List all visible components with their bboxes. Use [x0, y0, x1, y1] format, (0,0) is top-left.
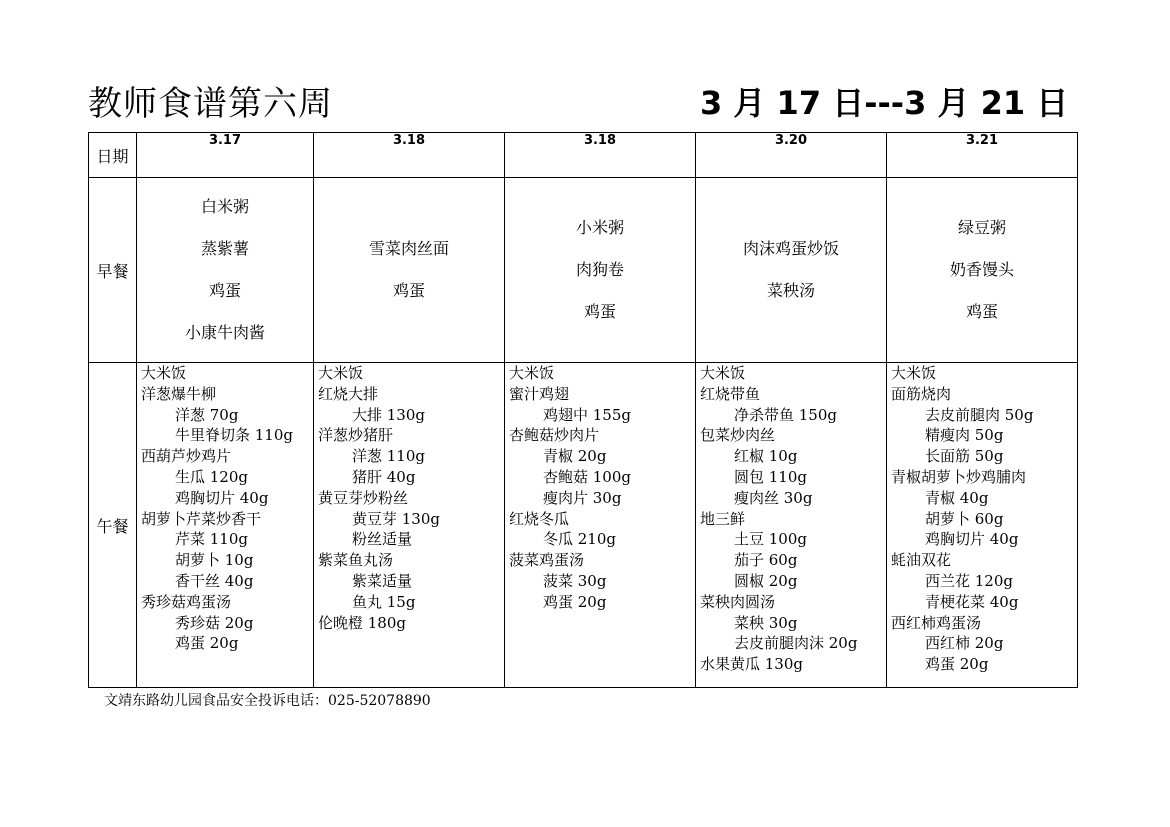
dish-name: 杏鲍菇炒肉片 [509, 426, 600, 445]
ingredient-line: 瘦肉片 30g [543, 488, 622, 507]
dish-name: 大米饭 [700, 364, 746, 382]
ingredient-line: 净杀带鱼 150g [734, 405, 838, 424]
breakfast-item: 奶香馒头 [949, 260, 1014, 279]
ingredient-line: 土豆 100g [734, 530, 808, 549]
lunch-cell [137, 363, 314, 688]
date-header: 3.18 [314, 133, 505, 178]
ingredient-line: 杏鲍菇 100g [543, 467, 632, 486]
breakfast-item: 雪菜肉丝面 [368, 239, 449, 258]
ingredient-line: 胡萝卜 10g [175, 551, 254, 570]
ingredient-line: 圆椒 20g [734, 571, 798, 590]
breakfast-cell [314, 178, 505, 363]
menu-table [88, 132, 1078, 688]
dish-name: 红烧大排 [318, 384, 379, 403]
ingredient-line: 洋葱 70g [175, 405, 239, 424]
ingredient-line: 猪肝 40g [352, 467, 416, 486]
dish-name: 红烧冬瓜 [509, 509, 570, 528]
ingredient-line: 秀珍菇 20g [175, 613, 254, 632]
dish-name: 大米饭 [509, 364, 555, 382]
breakfast-item: 白米粥 [200, 197, 249, 216]
date-range: 3 月 17 日---3 月 21 日 [700, 84, 1069, 122]
ingredient-line: 鱼丸 15g [352, 592, 416, 611]
ingredient-line: 粉丝适量 [352, 530, 413, 549]
date-header: 3.21 [887, 133, 1078, 178]
ingredient-line: 洋葱 110g [352, 447, 426, 466]
dish-name: 黄豆芽炒粉丝 [318, 488, 409, 507]
dish-name: 蜜汁鸡翅 [509, 384, 570, 403]
dish-name: 洋葱炒猪肝 [318, 426, 394, 445]
ingredient-line: 大排 130g [352, 405, 426, 424]
ingredient-line: 茄子 60g [734, 551, 798, 570]
ingredient-line: 圆包 110g [734, 467, 808, 486]
dish-name: 紫菜鱼丸汤 [318, 551, 394, 570]
lunch-cell [696, 363, 887, 688]
date-header: 3.20 [696, 133, 887, 178]
date-header: 3.17 [137, 133, 314, 178]
breakfast-item: 鸡蛋 [965, 302, 998, 321]
breakfast-label: 早餐 [89, 178, 137, 363]
dish-name: 蚝油双花 [891, 551, 952, 570]
dish-name: 大米饭 [891, 364, 937, 382]
ingredient-line: 去皮前腿肉 50g [925, 405, 1034, 424]
lunch-label: 午餐 [89, 363, 137, 688]
breakfast-cell [505, 178, 696, 363]
dish-name: 水果黄瓜 130g [700, 655, 804, 674]
ingredient-line: 胡萝卜 60g [925, 509, 1004, 528]
breakfast-item: 绿豆粥 [957, 218, 1006, 237]
complaint-hotline: 文靖东路幼儿园食品安全投诉电话：025-52078890 [104, 693, 431, 709]
ingredient-line: 香干丝 40g [175, 571, 254, 590]
ingredient-line: 鸡蛋 20g [543, 592, 607, 611]
ingredient-line: 西兰花 120g [925, 571, 1014, 590]
breakfast-item: 鸡蛋 [583, 302, 616, 321]
dish-name: 西红柿鸡蛋汤 [891, 613, 982, 632]
ingredient-line: 红椒 10g [734, 447, 798, 466]
lunch-cell [505, 363, 696, 688]
ingredient-line: 牛里脊切条 110g [175, 426, 294, 445]
ingredient-line: 青椒 20g [543, 447, 607, 466]
breakfast-item: 肉沫鸡蛋炒饭 [742, 239, 839, 258]
dish-name: 菠菜鸡蛋汤 [509, 551, 585, 570]
ingredient-line: 黄豆芽 130g [352, 509, 441, 528]
ingredient-line: 冬瓜 210g [543, 530, 617, 549]
breakfast-item: 菜秧汤 [766, 281, 815, 300]
dish-name: 地三鲜 [700, 509, 746, 528]
ingredient-line: 青梗花菜 40g [925, 592, 1019, 611]
dish-name: 胡萝卜芹菜炒香干 [141, 509, 262, 528]
dish-name: 青椒胡萝卜炒鸡脯肉 [891, 467, 1027, 486]
dish-name: 大米饭 [141, 364, 187, 382]
ingredient-line: 精瘦肉 50g [925, 426, 1004, 445]
ingredient-line: 鸡胸切片 40g [925, 530, 1019, 549]
breakfast-item: 肉狗卷 [575, 260, 624, 279]
dish-name: 包菜炒肉丝 [700, 426, 776, 445]
ingredient-line: 菜秧 30g [734, 613, 798, 632]
dish-name: 面筋烧肉 [891, 384, 952, 403]
dish-name: 伦晚橙 180g [318, 613, 407, 632]
page-title: 教师食谱第六周 [88, 84, 333, 124]
lunch-cell [887, 363, 1078, 688]
breakfast-row [89, 178, 1078, 363]
ingredient-line: 鸡蛋 20g [175, 634, 239, 653]
breakfast-cell [887, 178, 1078, 363]
ingredient-line: 青椒 40g [925, 488, 989, 507]
header-row [89, 133, 1078, 178]
ingredient-line: 瘦肉丝 30g [734, 488, 813, 507]
breakfast-item: 蒸紫薯 [200, 239, 249, 258]
dish-name: 西葫芦炒鸡片 [141, 447, 232, 466]
breakfast-item: 鸡蛋 [208, 281, 241, 300]
ingredient-line: 鸡蛋 20g [925, 655, 989, 674]
ingredient-line: 生瓜 120g [175, 467, 249, 486]
date-label: 日期 [89, 133, 137, 178]
ingredient-line: 西红柿 20g [925, 634, 1004, 653]
date-header: 3.18 [505, 133, 696, 178]
dish-name: 菜秧肉圆汤 [700, 592, 776, 611]
ingredient-line: 菠菜 30g [543, 571, 607, 590]
lunch-cell [314, 363, 505, 688]
dish-name: 大米饭 [318, 364, 364, 382]
dish-name: 洋葱爆牛柳 [141, 384, 217, 403]
ingredient-line: 鸡胸切片 40g [175, 488, 269, 507]
breakfast-cell [137, 178, 314, 363]
ingredient-line: 长面筋 50g [925, 447, 1004, 466]
breakfast-item: 小康牛肉酱 [184, 323, 265, 342]
ingredient-line: 去皮前腿肉沫 20g [734, 634, 858, 653]
ingredient-line: 鸡翅中 155g [543, 405, 632, 424]
dish-name: 秀珍菇鸡蛋汤 [141, 592, 232, 611]
breakfast-item: 小米粥 [575, 218, 624, 237]
dish-name: 红烧带鱼 [700, 384, 761, 403]
lunch-row [89, 363, 1078, 688]
breakfast-cell [696, 178, 887, 363]
ingredient-line: 芹菜 110g [175, 530, 249, 549]
breakfast-item: 鸡蛋 [392, 281, 425, 300]
ingredient-line: 紫菜适量 [352, 571, 413, 590]
